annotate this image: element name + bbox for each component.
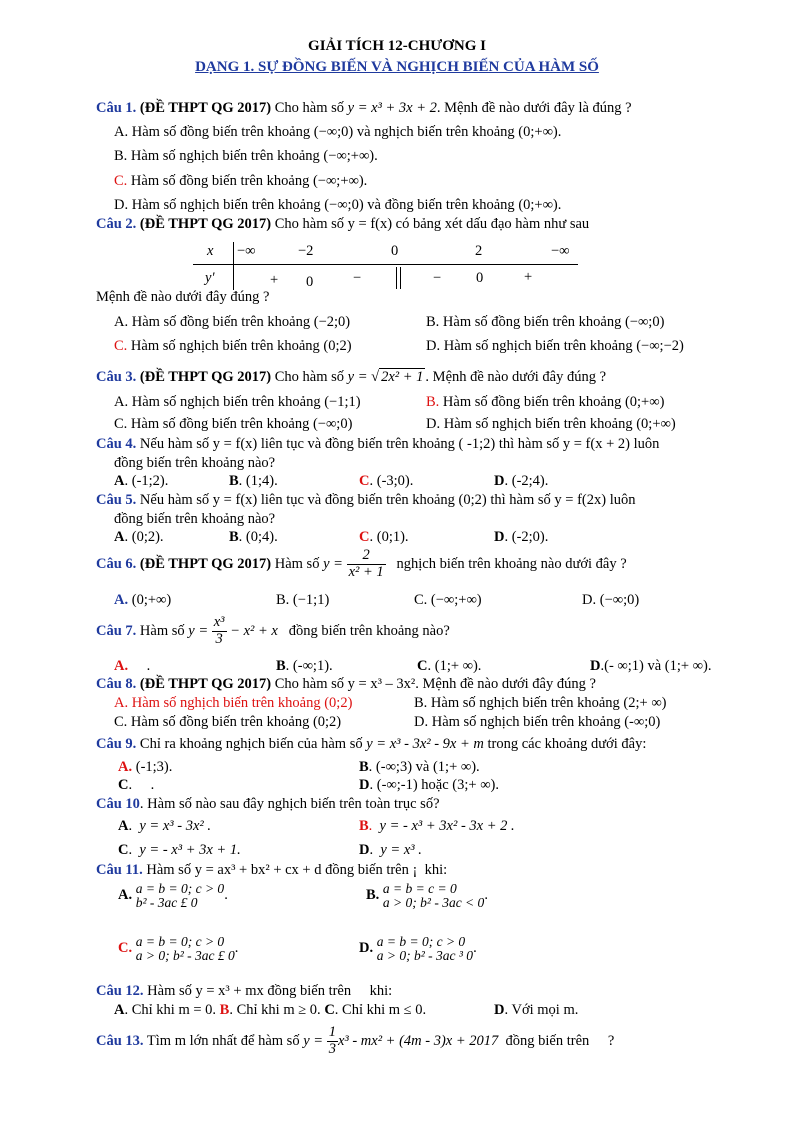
q4-option-c: C. (-3;0). (359, 473, 414, 489)
q4-option-a: A. (-1;2). (114, 473, 169, 489)
q1-c-letter: C. (114, 173, 128, 189)
q1-label: Câu 1 (96, 100, 133, 116)
q7-label: Câu 7. (96, 622, 137, 639)
q3-option-d (426, 416, 676, 433)
q1-option-c: C. Hàm số đồng biến trên khoảng (−∞;+∞). (114, 173, 368, 189)
q2-label: Câu 2 (96, 216, 133, 232)
q7-fraction: $\frac{\text{x³}}{3}$ (213, 614, 225, 647)
q11-option-c: C. a = b = 0; c > 0 a > 0; b² - 3ac £ 0 . (118, 934, 239, 963)
q6-stem: Câu 6. (ĐỀ THPT QG 2017) Hàm số y = $\frac{2}{\text{x² + 1}}$ nghịch biến trên khoảng nào dưới đây ? (96, 547, 627, 580)
table-sign: − (433, 270, 442, 286)
q8-stem-text: Cho hàm số y = x³ – 3x². Mệnh đề nào dưới đây đúng ? (274, 676, 596, 692)
table-vline (233, 242, 234, 290)
q10-label: Câu 10 (96, 796, 140, 812)
q2-d-text: D. Hàm số nghịch biến trên khoảng (426, 338, 633, 354)
q11-option-d: D. a = b = 0; c > 0 a > 0; b² - 3ac ³ 0 . (359, 934, 477, 963)
q3-c-text: C. Hàm số đồng biến trên khoảng (114, 416, 310, 432)
q3-b-letter: B. (426, 394, 440, 410)
q3-a-text: A. Hàm số nghịch biến trên khoảng (114, 394, 321, 410)
q4-label: Câu 4. (96, 436, 137, 452)
q5-option-a: A. (0;2). (114, 529, 164, 545)
q10-stem (96, 796, 440, 813)
q1-b-interval: (−∞;+∞) (323, 148, 375, 164)
q9-stem (96, 736, 646, 753)
q2-prompt: Mệnh đề nào dưới đây đúng ? (96, 289, 270, 305)
q6-stem-a: Hàm số (274, 555, 320, 572)
q3-func-radicand: 2x² + 1 (381, 369, 424, 385)
q1-d-mid: và đồng biến trên khoảng (367, 197, 515, 213)
q2-option-d (426, 338, 684, 355)
q9-option-d: D. (-∞;-1) hoặc (3;+ ∞). (359, 777, 499, 793)
table-double-bar-2 (400, 267, 401, 289)
q1-d-text: D. Hàm số nghịch biến trên khoảng (114, 197, 321, 213)
q2-stem-text: Cho hàm số y = f(x) có bảng xét dấu đạo hàm như sau (274, 216, 590, 232)
q2-stem: Câu 2. (ĐỀ THPT QG 2017) Cho hàm số y = f(x) có bảng xét dấu đạo hàm như sau (96, 216, 590, 232)
q12-stem (96, 983, 392, 1000)
q7-stem (96, 615, 450, 648)
q3-source: (ĐỀ THPT QG 2017) (139, 369, 272, 385)
doc-subtitle (0, 59, 794, 76)
q10-option-b: B. y = - x³ + 3x² - 3x + 2 . (359, 818, 515, 834)
q5-option-d: D. (-2;0). (494, 529, 549, 545)
q12-a-letter: A (114, 1002, 125, 1018)
q10-option-d: D. y = x³ . (359, 842, 422, 858)
q13-stem-a: Tìm m lớn nhất để hàm số (146, 1032, 300, 1049)
q6-option-a: A. (0;+∞) (114, 592, 172, 608)
q3-c-interval: (−∞;0) (312, 416, 353, 432)
table-sign: + (270, 272, 279, 288)
q7-option-d: D.(- ∞;1) và (1;+ ∞). (590, 658, 712, 674)
table-x-val: −∞ (237, 243, 256, 259)
table-hline (193, 264, 578, 265)
q4-stem (96, 436, 659, 453)
q10-option-a: A. y = x³ - 3x² . (118, 818, 211, 834)
q4-line1: Nếu hàm số y = f(x) liên tục và đồng biến trên khoảng ( -1;2) thì hàm số y = f(x + 2) luôn (139, 436, 660, 452)
q7-func-rest: − x² + x (230, 622, 278, 639)
q5-line2: đồng biến trên khoảng nào? (114, 511, 276, 527)
q8-option-d: D. Hàm số nghịch biến trên khoảng (-∞;0) (414, 714, 661, 730)
q3-label: Câu 3 (96, 369, 133, 385)
q2-option-a (114, 314, 350, 331)
q1-func: y = x³ + 3x + 2 (347, 100, 437, 116)
q6-func-y: y = (323, 555, 343, 572)
q7-option-b: B. (-∞;1). (276, 658, 333, 674)
q3-stem-b: . Mệnh đề nào dưới đây đúng ? (425, 369, 607, 385)
q2-b-text: B. Hàm số đồng biến trên khoảng (426, 314, 622, 330)
q2-c-text: Hàm số nghịch biến trên khoảng (130, 338, 320, 354)
q7-option-c: C. (1;+ ∞). (417, 658, 482, 674)
q2-source: (ĐỀ THPT QG 2017) (139, 216, 272, 232)
q3-stem: Câu 3. (ĐỀ THPT QG 2017) Cho hàm số y = √ 2x² + 1 . Mệnh đề nào dưới đây đúng ? (96, 369, 607, 385)
q1-a-mid: và nghịch biến trên khoảng (356, 124, 515, 140)
q6-option-c: C. (−∞;+∞) (414, 592, 482, 608)
q1-stem-a: Cho hàm số (274, 100, 345, 116)
q8-option-b: B. Hàm số nghịch biến trên khoảng (2;+ ∞) (414, 695, 667, 711)
q4-option-b: B. (1;4). (229, 473, 278, 489)
q2-c-interval: (0;2) (323, 338, 352, 354)
q1-option-d: D. Hàm số nghịch biến trên khoảng (−∞;0) và đồng biến trên khoảng (0;+∞). (114, 197, 562, 213)
q11-stem-a: Hàm số y = ax³ + bx² + cx + d đồng biến trên (146, 862, 409, 878)
q3-d-interval: (0;+∞) (636, 416, 676, 432)
table-sign: − (353, 270, 362, 286)
q1-option-a: A. Hàm số đồng biến trên khoảng (−∞;0) và nghịch biến trên khoảng (0;+∞). (114, 124, 562, 140)
table-sign: 0 (476, 270, 484, 286)
q2-a-text: A. Hàm số đồng biến trên khoảng (114, 314, 311, 330)
q3-b-interval: (0;+∞) (624, 394, 665, 410)
table-x-val: −∞ (551, 243, 570, 259)
q5-stem (96, 492, 635, 509)
q12-option-d: D. Với mọi m. (494, 1002, 579, 1018)
q11-stem (96, 862, 447, 879)
q11-stem-b: khi: (424, 862, 448, 878)
q7-stem-a: Hàm số (139, 622, 185, 639)
q3-b-text: Hàm số đồng biến trên khoảng (442, 394, 622, 410)
q12-stem-text: Hàm số y = x³ + mx đồng biến trên   khi: (147, 983, 393, 999)
q13-func-y: y = (303, 1032, 324, 1049)
q7-stem-b: đồng biến trên khoảng nào? (288, 622, 450, 639)
q2-a-interval: (−2;0) (313, 314, 351, 330)
q10-stem-text: . Hàm số nào sau đây nghịch biến trên toàn trục số? (139, 796, 440, 812)
q2-c-letter: C. (114, 338, 128, 354)
q8-option-a: A. Hàm số nghịch biến trên khoảng (0;2) (114, 695, 353, 711)
q6-option-b: B. (−1;1) (276, 592, 330, 608)
q8-source: (ĐỀ THPT QG 2017) (139, 676, 272, 692)
q13-label: Câu 13. (96, 1032, 144, 1049)
q1-c-interval: (−∞;+∞) (312, 173, 364, 189)
q3-option-c (114, 416, 352, 433)
q11-r-symbol: ¡ (412, 862, 418, 878)
q2-b-interval: (−∞;0) (624, 314, 665, 330)
q1-a-interval2: (0;+∞) (518, 124, 558, 140)
table-double-bar-1 (396, 267, 397, 289)
q11-option-b: B. a = b = c = 0 a > 0; b² - 3ac < 0 . (366, 881, 488, 910)
q12-label: Câu 12. (96, 983, 144, 999)
q9-label: Câu 9. (96, 736, 137, 752)
q6-option-d: D. (−∞;0) (582, 592, 640, 608)
q1-stem: Câu 1. (ĐỀ THPT QG 2017) Cho hàm số y = x³ + 3x + 2. Mệnh đề nào dưới đây là đúng ? (96, 100, 632, 116)
q9-option-b: B. (-∞;3) và (1;+ ∞). (359, 759, 480, 775)
q1-d-interval1: (−∞;0) (324, 197, 364, 213)
q12-c-letter: C (324, 1002, 335, 1018)
q3-d-text: D. Hàm số nghịch biến trên khoảng (426, 416, 633, 432)
table-x-label: x (207, 243, 214, 259)
table-x-val: 2 (475, 243, 483, 259)
q1-c-text: Hàm số đồng biến trên khoảng (130, 173, 310, 189)
q12-option-a: . Chỉ khi m = 0. (124, 1002, 217, 1018)
q10-option-c: C. y = - x³ + 3x + 1. (118, 842, 241, 858)
table-y-label: y' (205, 270, 215, 286)
q7-func-y: y = (188, 622, 209, 639)
q3-option-a (114, 394, 361, 411)
q6-fraction: $\frac{2}{\text{x² + 1}}$ (348, 547, 384, 580)
q12-options (114, 1002, 426, 1019)
table-x-val: −2 (298, 243, 314, 259)
q9-func: y = x³ - 3x² - 9x + m (366, 736, 484, 752)
q2-option-b (426, 314, 664, 331)
q11-option-a: A. a = b = 0; c > 0 b² - 3ac £ 0 . (118, 881, 228, 910)
q12-option-c: . Chỉ khi m ≤ 0. (334, 1002, 427, 1018)
q4-option-d: D. (-2;4). (494, 473, 549, 489)
q13-stem-b: đồng biến trên   ? (505, 1032, 615, 1049)
q8-label: Câu 8. (96, 676, 137, 692)
q1-a-text: A. Hàm số đồng biến trên khoảng (114, 124, 311, 140)
q6-source: (ĐỀ THPT QG 2017) (139, 555, 272, 572)
q1-d-interval2: (0;+∞) (518, 197, 558, 213)
q7-option-a: A.   . (114, 658, 151, 674)
table-sign: 0 (306, 274, 314, 290)
q9-option-a: A. (-1;3). (118, 759, 173, 775)
q12-option-b: . Chỉ khi m ≥ 0. (229, 1002, 321, 1018)
q8-option-c: C. Hàm số đồng biến trên khoảng (0;2) (114, 714, 342, 730)
table-x-val: 0 (391, 243, 399, 259)
q1-a-interval1: (−∞;0) (313, 124, 354, 140)
q3-func-lhs: y = (347, 369, 372, 385)
q13-stem (96, 1025, 614, 1058)
q12-b-letter: B (219, 1002, 230, 1018)
q5-option-c: C. (0;1). (359, 529, 409, 545)
q1-b-text: B. Hàm số nghịch biến trên khoảng (114, 148, 320, 164)
q2-option-c (114, 338, 352, 355)
sign-table (193, 240, 578, 292)
doc-title: GIẢI TÍCH 12-CHƯƠNG I (308, 38, 486, 54)
q3-a-interval: (−1;1) (324, 394, 361, 410)
q9-stem-b: trong các khoảng dưới đây: (487, 736, 647, 752)
q6-stem-b: nghịch biến trên khoảng nào dưới đây ? (396, 555, 627, 572)
q9-stem-a: Chỉ ra khoảng nghịch biến của hàm số (139, 736, 363, 752)
q1-stem-b: . Mệnh đề nào dưới đây là đúng ? (436, 100, 632, 116)
q6-label: Câu 6 (96, 555, 133, 572)
q13-func-rest: x³ - mx² + (4m - 3)x + 2017 (337, 1032, 499, 1049)
q13-fraction: $\frac{1}{3}$ (328, 1024, 336, 1057)
q3-option-b (426, 394, 664, 411)
table-sign: + (524, 269, 533, 285)
q5-option-b: B. (0;4). (229, 529, 278, 545)
q3-stem-a: Cho hàm số (274, 369, 345, 385)
q8-stem (96, 676, 596, 693)
q9-option-c: C.   . (118, 777, 155, 793)
q5-line1: Nếu hàm số y = f(x) liên tục và đồng biến trên khoảng (0;2) thì hàm số y = f(2x) luôn (139, 492, 636, 508)
subtitle-prefix: DẠNG 1 (195, 59, 251, 75)
q4-line2: đồng biến trên khoảng nào? (114, 455, 276, 471)
q5-label: Câu 5. (96, 492, 137, 508)
q1-source: (ĐỀ THPT QG 2017) (139, 100, 272, 116)
q11-label: Câu 11. (96, 862, 143, 878)
subtitle-rest: . SỰ ĐỒNG BIẾN VÀ NGHỊCH BIẾN CỦA HÀM SỐ (250, 59, 599, 75)
q1-option-b: B. Hàm số nghịch biến trên khoảng (−∞;+∞). (114, 148, 378, 164)
q2-d-interval: (−∞;−2) (636, 338, 684, 354)
